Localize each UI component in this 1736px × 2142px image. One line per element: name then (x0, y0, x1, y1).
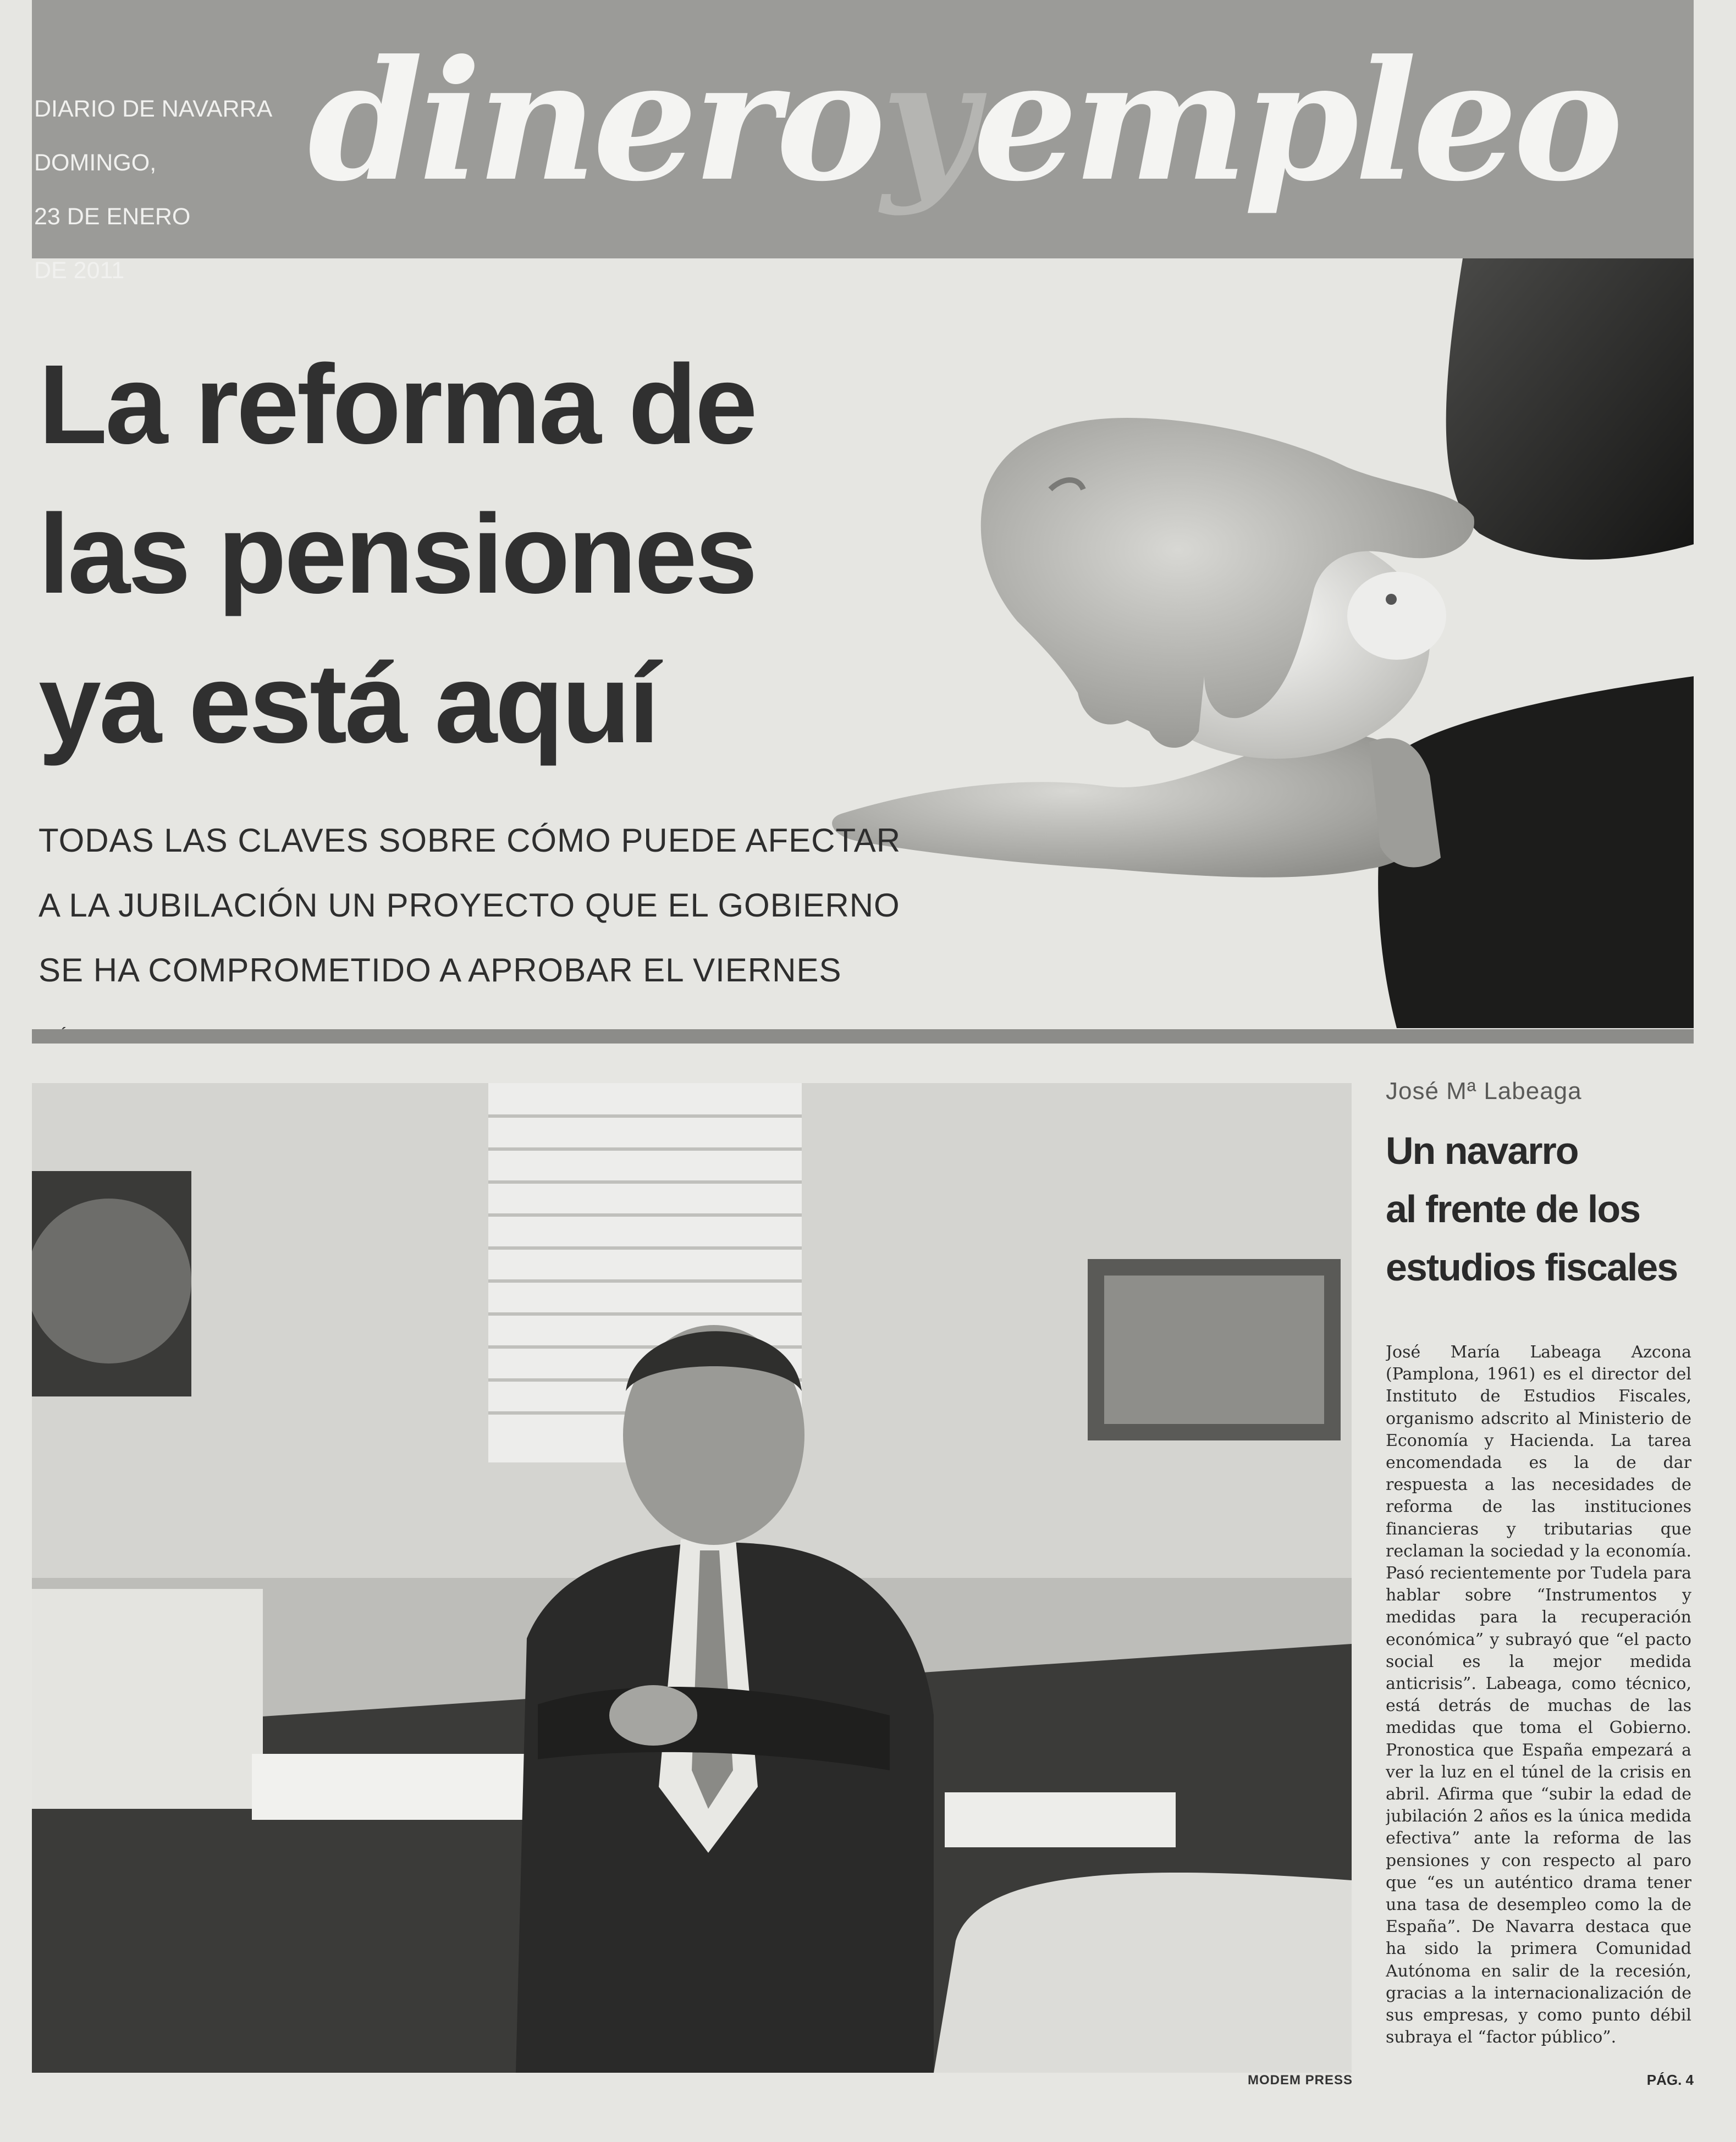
profile-headline-line: Un navarro (1386, 1129, 1578, 1172)
logo-part: empleo (973, 24, 1619, 218)
section-logo (308, 24, 1683, 218)
subhead-line: SE HA COMPROMETIDO A APROBAR EL VIERNES (38, 938, 1039, 1068)
profile-headline (1386, 1122, 1694, 1296)
profile-body-text: José María Labeaga Azcona (Pamplona, 1961) es el director del Instituto de Estudios Fiscales, organismo adscrito al Ministerio de Economía y Hacienda. La tarea encomendada es la de dar respuesta a las necesidades de reforma de las instituciones financieras y tributarias que reclaman la sociedad y la economía. Pasó recientemente por Tudela para hablar sobre “Instrumentos y medidas para la recuperación económica” y subrayó que “el pacto social es la mejor medida anticrisis”. Labeaga, como técnico, está detrás de muchas de las medidas que toma el Gobierno. Pronostica que España empezará a ver la luz en el túnel de la crisis en abril. Afirma que “subir la edad de jubilación 2 años es la única medida efectiva” ante la reforma de las pensiones y con respecto al paro que “es un auténtico drama tener una tasa de desempleo como la de España”. De Navarra destaca que ha sido la primera Comunidad Autónoma en salir de la recesión, gracias a la internacionalización de sus empresas, y como punto débil subraya el “factor público”. (1386, 1343, 1691, 2047)
page-reference: PÁG. 4 (1646, 2072, 1694, 2088)
dateline (34, 69, 287, 311)
dateline-line: DOMINGO, (34, 150, 157, 176)
subhead-line: TODAS LAS CLAVES SOBRE CÓMO PUEDE AFECTAR (38, 822, 901, 859)
dateline-line: DIARIO DE NAVARRA (34, 96, 273, 122)
headline-line: ya está aquí (38, 641, 658, 766)
headline-line: las pensiones (38, 491, 756, 617)
profile-headline-line: al frente de los (1386, 1188, 1640, 1230)
logo-part: dinero (308, 24, 881, 218)
subhead-line: A LA JUBILACIÓN UN PROYECTO QUE EL GOBIERNO (38, 887, 900, 924)
photo-credit: MODEM PRESS (1247, 2073, 1353, 2088)
dateline-line: 23 DE ENERO (34, 203, 191, 230)
profile-headline-line: estudios fiscales (1386, 1246, 1678, 1289)
dateline-line: DE 2011 (34, 257, 125, 284)
headline-line: La reforma de (38, 341, 756, 467)
office-portrait-photo (32, 1083, 1352, 2073)
main-headline (38, 330, 896, 779)
story-kicker: José Mª Labeaga (1386, 1078, 1582, 1105)
logo-part: y (881, 24, 973, 218)
section-divider (32, 1029, 1694, 1044)
